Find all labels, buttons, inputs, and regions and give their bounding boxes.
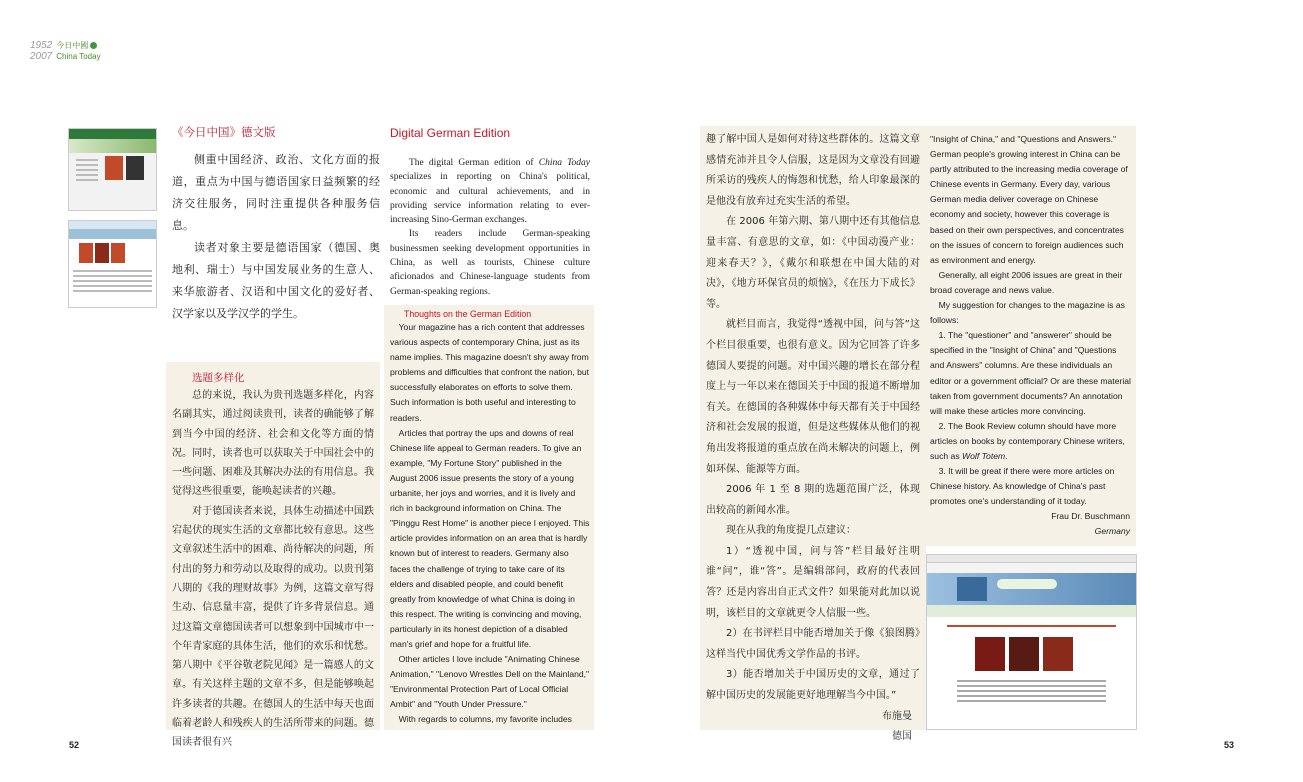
website-thumbnail-2 [68, 220, 157, 308]
en-feedback-paragraph: Articles that portray the ups and downs of real Chinese life appeal to German readers. To give an example, "My Fortune Story" published in the August 2006 issue presents the story of a young urbanite, her joys and worries, and it is lively and rich in background information on China. The "Pinggu Rest Home" is another piece I enjoyed. This article provides information on an area that is hardly known but of interest to readers. Germany also faces the challenge of trying to take care of its elders and disabled people, and could benefit greatly from knowledge of what China is doing in this respect. The writing is convincing and moving, particularly in its honest depiction of a disabled man's grief and hope for a fruitful life. [390, 427, 590, 649]
zh-column-paragraph: 1）“透视中国，问与答”栏目最好注明谁“问”，谁“答”。是编辑部问，政府的代表回答？还是内容出自正式文件？如果能对此加以说明，该栏目的文章就更令人信服一些。 [706, 545, 920, 619]
en-feedback-paragraph: Your magazine has a rich content that addresses various aspects of contemporary China, just as its name implies. This magazine doesn't shy away from problems and difficulties that confront the nation, but successfully elaborates on efforts to solve them. Such information is both useful and interesting to readers. [390, 322, 590, 423]
en-signature-country: Germany [1094, 526, 1130, 537]
zh-feedback-paragraph: 对于德国读者来说，具体生动描述中国跌宕起伏的现实生活的文章都比较有意思。这些文章叙述生活中的困难、尚待解决的问题，所付出的努力和劳动以及取得的成功。以贵刊第八期的《我的理财故事》为例，这篇文章写得生动、信息量丰富，提供了许多背景信息。通过这篇文章德国读者可以想象到中国城市中一个年青家庭的具体生活，他们的欢乐和忧愁。第八期中《平谷敬老院见闻》是一篇感人的文章。有关这样主题的文章不多，但是能够唤起许多读者的共趣。在德国人的生活中每天也面临着老龄人和残疾人的生活所带来的问题。德国读者很有兴 [172, 505, 374, 749]
zh-column-paragraph: 3）能否增加关于中国历史的文章，通过了解中国历史的发展能更好地理解当今中国。” [706, 669, 920, 702]
website-screenshot-image [926, 554, 1137, 730]
zh-column-paragraph: 现在从我的角度提几点建议： [726, 525, 856, 537]
year-start: 1952 [30, 40, 53, 51]
zh-column-paragraph: 就栏目而言，我觉得“透视中国，问与答”这个栏目很重要，也很有意义。因为它回答了许多德国人要提的问题。对中国兴趣的增长在部分程度上与一年以来在德国关于中国的报道不断增加有关。在德国的各种媒体中每天都有关于中国经济和社会发展的报道，但是这些媒体从他们的视角出发将报道的重点放在尚未解决的问题上，例如环保、能源等方面。 [706, 319, 920, 475]
logo-leaf-icon [90, 42, 97, 49]
zh-column-paragraph: 在 2006 年第六期、第八期中还有其他信息量丰富、有意思的文章，如：《中国动漫产业：迎来春天？》，《戴尔和联想在中国大陆的对决》，《地方环保官员的烦恼》，《在压力下成长》等。 [706, 216, 920, 310]
zh-edition-paragraph: 读者对象主要是德语国家（德国、奥地利、瑞士）与中国发展业务的生意人、来华旅游者、汉语和中国文化的爱好者、汉学家以及学汉学的学生。 [172, 241, 380, 320]
zh-feedback-title: 选题多样化 [192, 372, 245, 384]
magazine-title-en: China Today [56, 52, 101, 61]
en-feedback-paragraph: Other articles I love include "Animating Chinese Animation," "Lenovo Wrestles Dell on the Mainland," "Environmental Protection Part of Local Official Ambit" and "Youth Under Pressure." [390, 654, 590, 710]
en-feedback-paragraph: With regards to columns, my favorite includes [398, 714, 572, 725]
zh-feedback-column [700, 126, 926, 743]
magazine-header [30, 40, 101, 62]
magazine-title-cn: 今日中國 [56, 41, 89, 50]
page-number-right: 53 [1224, 740, 1235, 750]
zh-column-paragraph: 2006 年 1 至 8 期的选题范围广泛，体现出较高的新闻水准。 [706, 484, 920, 516]
en-column-paragraph: "Insight of China," and "Questions and Answers." German people's growing interest in China can be partly attributed to the increasing media coverage of Chinese events in Germany. Every day, various German media deliver coverage on Chinese economy and society, however this coverage is based on their own perspectives, and concentrates on the issues of concern to foreign audiences such as environment and energy. [930, 134, 1128, 265]
zh-edition-title: 《今日中国》德文版 [172, 125, 276, 139]
year-end: 2007 [30, 51, 53, 62]
en-edition-paragraph: The digital German edition of China Today specializes in reporting on China's political, economic and cultural achievements, and in providing service information relating to ever-increasing Sino-German exchanges. [390, 158, 590, 226]
zh-column-paragraph: 趣了解中国人是如何对待这些群体的。这篇文章感情充沛并且令人信服，这是因为文章没有回避所采访的残疾人的悔怨和忧愁，给人印象最深的是他没有放弃过充实生活的希望。 [706, 134, 920, 207]
en-signature-name: Frau Dr. Buschmann [1051, 511, 1130, 522]
en-column-paragraph: 3. It will be great if there were more articles on Chinese history. As knowledge of China's past promotes one's understanding of it today. [930, 466, 1115, 507]
page-number-left: 52 [69, 740, 80, 750]
en-feedback-column [926, 126, 1136, 546]
website-thumbnail-1 [68, 128, 157, 211]
en-column-paragraph: Generally, all eight 2006 issues are great in their broad coverage and news value. [930, 269, 1123, 295]
en-column-paragraph: 1. The "questioner" and "answerer" should be specified in the "Insight of China" and "Questions and Answers" columns. Are these individuals an editor or a government official? Or are these material taken from government documents? An annotation will make these articles more convincing. [930, 330, 1131, 416]
zh-edition-section [172, 124, 380, 325]
en-column-paragraph: My suggestion for changes to the magazine is as follows: [930, 300, 1125, 326]
zh-feedback-paragraph: 总的来说，我认为贵刊选题多样化，内容名副其实，通过阅读贵刊，读者的确能够了解到当今中国的经济、社会和文化等方面的情况。同时，读者也可以获取关于中国社会中的一些问题、困难及其解决办法的有用信息。我觉得这些很重要，能唤起读者的兴趣。 [172, 390, 374, 498]
en-edition-section [390, 126, 590, 299]
en-feedback-title: Thoughts on the German Edition [404, 309, 532, 319]
en-feedback-box [384, 305, 594, 730]
zh-edition-paragraph: 侧重中国经济、政治、文化方面的报道，重点为中国与德语国家日益频繁的经济交往服务，同时注重提供各种服务信息。 [172, 153, 380, 232]
en-edition-title: Digital German Edition [390, 126, 511, 140]
zh-signature-name: 布施曼 [882, 710, 912, 722]
zh-feedback-box [166, 362, 380, 749]
en-column-paragraph: 2. The Book Review column should have more articles on books by contemporary Chinese writers, such as Wolf Totem. [930, 420, 1125, 461]
zh-signature-country: 德国 [892, 731, 912, 743]
zh-column-paragraph: 2）在书评栏目中能否增加关于像《狼图腾》这样当代中国优秀文学作品的书评。 [706, 628, 920, 660]
en-edition-paragraph: Its readers include German-speaking businessmen seeking development opportunities in China, as well as tourists, Chinese culture aficionados and Chinese-language students from German-speaking regions. [390, 229, 590, 297]
